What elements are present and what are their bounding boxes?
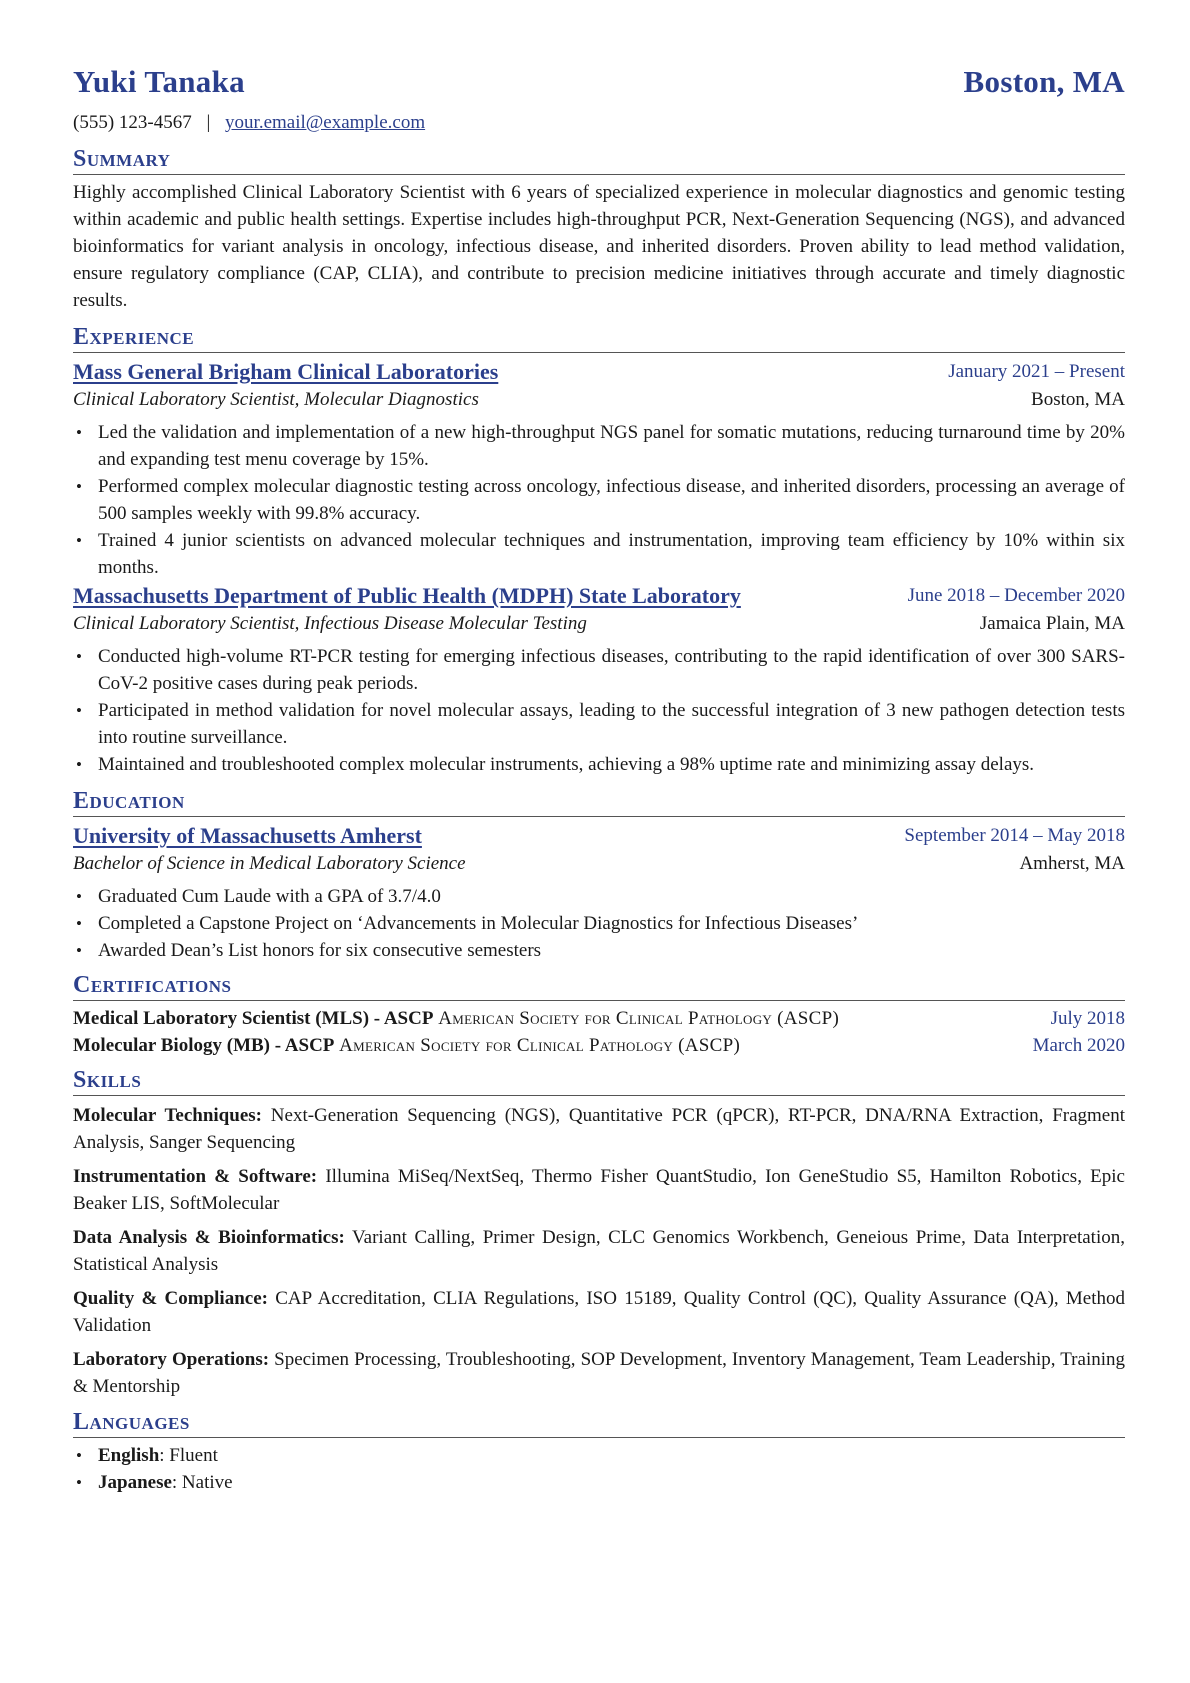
phone-number: (555) 123-4567 xyxy=(73,112,192,133)
skill-item xyxy=(73,1224,1125,1278)
education-bullets xyxy=(73,883,1125,964)
language-item xyxy=(98,1469,1125,1496)
job-entry xyxy=(73,357,1125,581)
education-header xyxy=(73,821,1125,849)
language-level: : Native xyxy=(171,1472,233,1493)
job-bullets xyxy=(73,643,1125,778)
skill-category: Data Analysis & Bioinformatics: xyxy=(73,1227,345,1248)
skill-category: Laboratory Operations: xyxy=(73,1349,270,1370)
certification-date: July 2018 xyxy=(1050,1008,1125,1029)
skills-list xyxy=(73,1102,1125,1400)
education-date: September 2014 – May 2018 xyxy=(904,825,1125,846)
certification-name: Medical Laboratory Scientist (MLS) - ASCP xyxy=(73,1008,434,1029)
skill-category: Instrumentation & Software: xyxy=(73,1166,318,1187)
section-title-languages: Languages xyxy=(73,1407,1125,1438)
resume-page xyxy=(73,60,1125,1496)
job-date: January 2021 – Present xyxy=(948,361,1125,382)
job-entry xyxy=(73,581,1125,778)
skill-item xyxy=(73,1285,1125,1339)
candidate-city: Boston, MA xyxy=(963,64,1125,99)
language-item xyxy=(98,1442,1125,1469)
section-title-summary: Summary xyxy=(73,144,1125,175)
job-organization[interactable]: Massachusetts Department of Public Health (MDPH) State Laboratory xyxy=(73,583,741,608)
contact-separator: | xyxy=(206,112,211,133)
skill-category: Molecular Techniques: xyxy=(73,1105,262,1126)
certification-name: Molecular Biology (MB) - ASCP xyxy=(73,1035,335,1056)
summary-text: Highly accomplished Clinical Laboratory Scientist with 6 years of specialized experience in molecular diagnostics and genomic testing within academic and public health settings. Expertise includes high-throughput PCR, Next-Generation Sequencing (NGS), and advanced bioinformatics for variant analysis in oncology, infectious disease, and inherited disorders. Proven ability to lead method validation, ensure regulatory compliance (CAP, CLIA), and contribute to precision medicine initiatives through accurate and timely diagnostic results. xyxy=(73,182,1125,311)
education-entry xyxy=(73,821,1125,964)
job-header xyxy=(73,357,1125,385)
language-name: English xyxy=(98,1445,160,1466)
job-subheader xyxy=(73,385,1125,415)
certification-item xyxy=(73,1032,1125,1059)
skill-item xyxy=(73,1346,1125,1400)
language-name: Japanese xyxy=(98,1472,172,1493)
section-title-certifications: Certifications xyxy=(73,970,1125,1001)
section-title-experience: Experience xyxy=(73,322,1125,353)
list-item: • Participated in method validation for novel molecular assays, leading to the successful integration of 3 new pathogen detection tests into routine surveillance. xyxy=(98,697,1125,751)
job-role: Clinical Laboratory Scientist, Infectious Disease Molecular Testing xyxy=(73,613,587,634)
certification-issuer: American Society for Clinical Pathology (ASCP) xyxy=(438,1008,840,1029)
skill-values: Next-Generation Sequencing (NGS), Quantitative PCR (qPCR), RT-PCR, DNA/RNA Extraction, Fragment Analysis, Sanger Sequencing xyxy=(73,1105,1126,1153)
list-item: • Performed complex molecular diagnostic testing across oncology, infectious disease, and inherited disorders, processing an average of 500 samples weekly with 99.8% accuracy. xyxy=(98,473,1125,527)
job-location: Boston, MA xyxy=(1031,389,1125,410)
certifications-list xyxy=(73,1005,1125,1059)
candidate-name: Yuki Tanaka xyxy=(73,64,245,99)
language-level: : Fluent xyxy=(159,1445,218,1466)
job-date: June 2018 – December 2020 xyxy=(907,585,1125,606)
list-item: • Graduated Cum Laude with a GPA of 3.7/4.0 xyxy=(98,883,1125,910)
certification-item xyxy=(73,1005,1125,1032)
job-bullets xyxy=(73,419,1125,581)
job-location: Jamaica Plain, MA xyxy=(979,613,1125,634)
list-item: • Awarded Dean’s List honors for six consecutive semesters xyxy=(98,937,1125,964)
skill-values: Variant Calling, Primer Design, CLC Genomics Workbench, Geneious Prime, Data Interpretation, Statistical Analysis xyxy=(73,1227,1125,1275)
job-header xyxy=(73,581,1125,609)
languages-list xyxy=(73,1442,1125,1496)
contact-line xyxy=(73,108,1125,138)
skill-values: Specimen Processing, Troubleshooting, SOP Development, Inventory Management, Team Leadership, Training & Mentorship xyxy=(73,1349,1125,1397)
job-subheader xyxy=(73,609,1125,639)
list-item: • Trained 4 junior scientists on advanced molecular techniques and instrumentation, improving team efficiency by 10% within six months. xyxy=(98,527,1125,581)
certification-date: March 2020 xyxy=(1032,1035,1125,1056)
skill-item xyxy=(73,1102,1125,1156)
list-item: • Conducted high-volume RT-PCR testing for emerging infectious diseases, contributing to the rapid identification of over 300 SARS-CoV-2 positive cases during peak periods. xyxy=(98,643,1125,697)
section-title-education: Education xyxy=(73,786,1125,817)
email-link[interactable]: your.email@example.com xyxy=(225,112,426,133)
certification-issuer: American Society for Clinical Pathology (ASCP) xyxy=(339,1035,741,1056)
resume-header xyxy=(73,60,1125,108)
list-item: • Maintained and troubleshooted complex molecular instruments, achieving a 98% uptime rate and minimizing assay delays. xyxy=(98,751,1125,778)
list-item: • Led the validation and implementation of a new high-throughput NGS panel for somatic mutations, reducing turnaround time by 20% and expanding test menu coverage by 15%. xyxy=(98,419,1125,473)
job-organization[interactable]: Mass General Brigham Clinical Laboratories xyxy=(73,359,499,384)
education-location: Amherst, MA xyxy=(1019,853,1125,874)
section-title-skills: Skills xyxy=(73,1065,1125,1096)
job-role: Clinical Laboratory Scientist, Molecular Diagnostics xyxy=(73,389,479,410)
skill-item xyxy=(73,1163,1125,1217)
skill-values: Illumina MiSeq/NextSeq, Thermo Fisher QuantStudio, Ion GeneStudio S5, Hamilton Robotics, Epic Beaker LIS, SoftMolecular xyxy=(73,1166,1125,1214)
degree-name: Bachelor of Science in Medical Laboratory Science xyxy=(73,853,466,874)
education-subheader xyxy=(73,849,1125,879)
list-item: • Completed a Capstone Project on ‘Advancements in Molecular Diagnostics for Infectious Diseases’ xyxy=(98,910,1125,937)
school-name[interactable]: University of Massachusetts Amherst xyxy=(73,823,422,848)
skill-category: Quality & Compliance: xyxy=(73,1288,268,1309)
skill-values: CAP Accreditation, CLIA Regulations, ISO 15189, Quality Control (QC), Quality Assurance (QA), Method Validation xyxy=(73,1288,1126,1336)
